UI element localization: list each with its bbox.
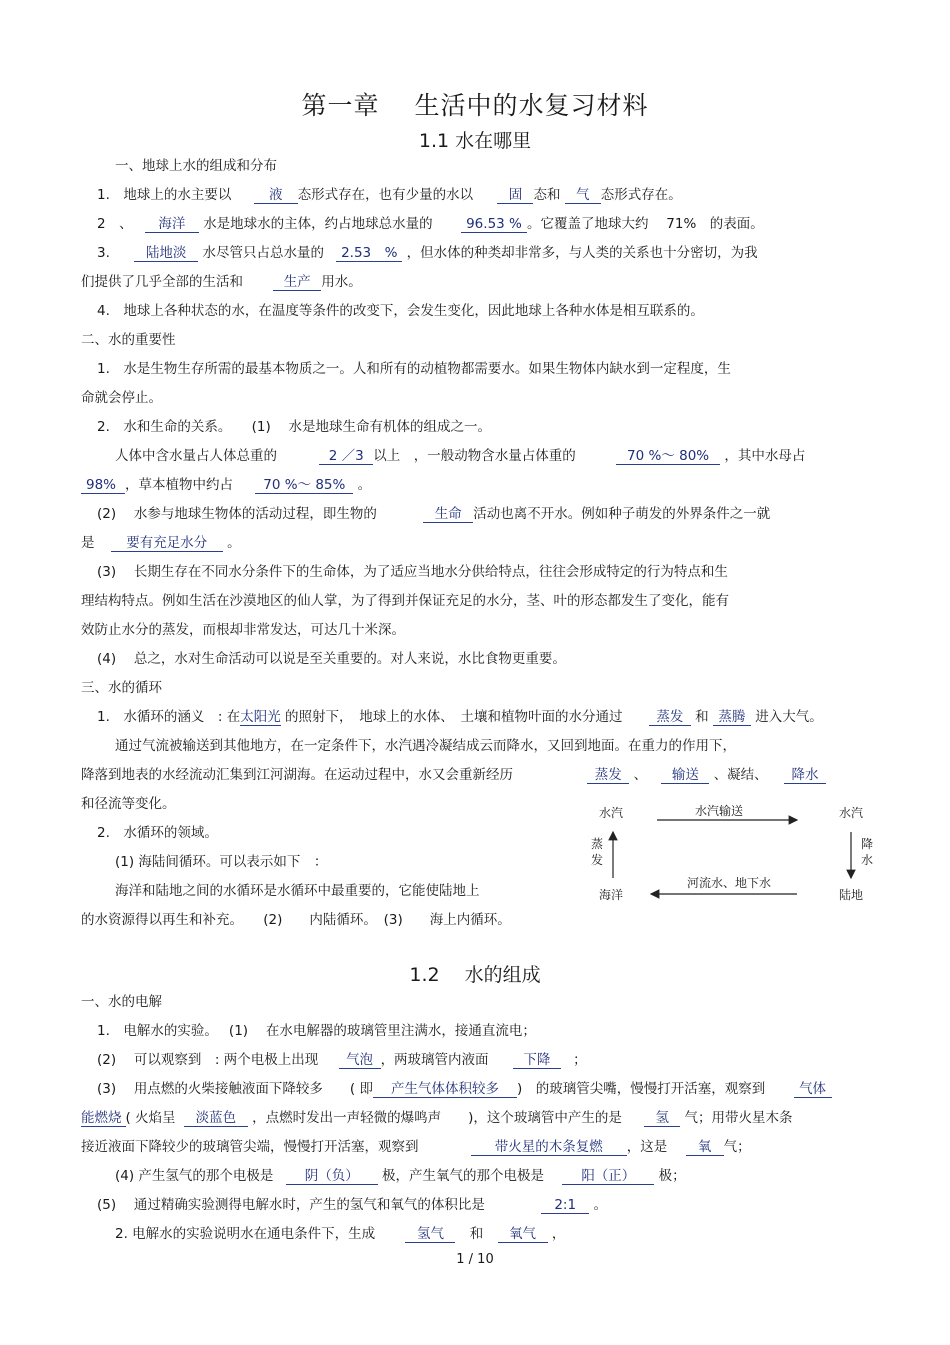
- blank-answer: 陆地淡: [134, 245, 198, 262]
- paragraph-7-cont: 98% ，草本植物中约占 70 %～ 85% 。: [81, 476, 371, 494]
- blank-answer: 生命: [423, 506, 473, 523]
- blank-answer: 蒸发: [587, 767, 629, 784]
- blank-answer: 阴（负）: [286, 1168, 378, 1185]
- diagram-runoff-label: 河流水、地下水: [687, 876, 772, 890]
- paragraph-1: 1. 地球上的水主要以 液 态形式存在，也有少量的水以 固 态和 气 态形式存在。: [97, 187, 682, 203]
- diagram-vapor-right: 水汽: [839, 806, 864, 820]
- blank-answer: 产生气体体积较多: [373, 1081, 517, 1098]
- paragraph-15: 1. 电解水的实验。 (1) 在水电解器的玻璃管里注满水，接通直流电；: [97, 1023, 536, 1039]
- paragraph-4: 4. 地球上各种状态的水，在温度等条件的改变下，会发生变化，因此地球上各种水体是相互联系的。: [97, 303, 704, 319]
- blank-answer: 70 %～ 85%: [255, 477, 353, 494]
- blank-answer: 输送: [661, 767, 709, 784]
- blank-answer: 2 ／3: [319, 448, 373, 465]
- blank-answer: 带火星的木条复燃: [471, 1139, 627, 1156]
- paragraph-17: (3) 用点燃的火柴接触液面下降较多 ( 即 产生气体体积较多 ) 的玻璃管尖嘴，慢慢打开活塞，观察到 气体: [97, 1080, 832, 1098]
- blank-answer: 淡蓝色: [184, 1110, 248, 1127]
- blank-answer: 阳（正）: [562, 1168, 654, 1185]
- blank-answer: 70 %～ 80%: [616, 448, 720, 465]
- heading-distribution: 一、地球上水的组成和分布: [115, 158, 277, 174]
- heading-electrolysis: 一、水的电解: [81, 994, 162, 1010]
- paragraph-5-cont: 命就会停止。: [81, 390, 162, 406]
- paragraph-14: 海洋和陆地之间的水循环是水循环中最重要的，它能使陆地上: [115, 883, 480, 899]
- paragraph-6: 2. 水和生命的关系。 (1) 水是地球生命有机体的组成之一。: [97, 419, 492, 435]
- diagram-land: 陆地: [839, 888, 864, 902]
- blank-answer: 气体: [794, 1081, 832, 1098]
- blank-answer: 蒸发: [649, 709, 691, 726]
- blank-answer: 下降: [513, 1052, 561, 1069]
- paragraph-3-cont: 们提供了几乎全部的生活和 生产 用水。: [81, 274, 362, 290]
- diagram-vapor-left: 水汽: [599, 806, 624, 820]
- paragraph-14-cont: 的水资源得以再生和补充。 (2) 内陆循环。 (3) 海上内循环。: [81, 912, 511, 928]
- heading-importance: 二、水的重要性: [81, 332, 176, 348]
- blank-answer: 液: [254, 187, 298, 204]
- heading-cycle: 三、水的循环: [81, 680, 162, 696]
- blank-answer: 降水: [784, 767, 826, 784]
- blank-answer: 氢: [644, 1110, 680, 1127]
- blank-answer: 气泡: [339, 1052, 381, 1069]
- blank-answer: 96.53 %: [461, 216, 527, 233]
- blank-answer: 氧气: [498, 1226, 548, 1243]
- section-title-1-1: 1.1 水在哪里: [418, 130, 532, 152]
- paragraph-18: (4) 产生氢气的那个电极是 阴（负） 极，产生氧气的那个电极是 阳（正） 极；: [115, 1168, 686, 1184]
- blank-answer: 2:1: [541, 1197, 589, 1214]
- blank-answer: 固: [497, 187, 533, 204]
- water-cycle-diagram: [585, 798, 885, 908]
- blank-answer: 98%: [81, 477, 125, 494]
- blank-answer: 氧: [686, 1139, 724, 1156]
- diagram-ocean: 海洋: [599, 888, 624, 902]
- chapter-title: 第一章 生活中的水复习材料: [301, 91, 649, 120]
- blank-answer: 气: [565, 187, 601, 204]
- blank-answer: 2.53 %: [336, 245, 402, 262]
- paragraph-9-cont2: 效防止水分的蒸发，而根却非常发达，可达几十米深。: [81, 622, 405, 638]
- paragraph-11: 1. 水循环的涵义 : 在太阳光 的照射下， 地球上的水体、 土壤和植物叶面的水分通过 蒸发 和 蒸腾 进入大气。: [97, 709, 823, 725]
- blank-answer: 太阳光: [240, 709, 281, 725]
- paragraph-11-cont3: 和径流等变化。: [81, 796, 176, 812]
- paragraph-13: (1) 海陆间循环。可以表示如下 ：: [115, 854, 328, 870]
- paragraph-2: 2 、 海洋 水是地球水的主体，约占地球总水量的 96.53 % 。它覆盖了地球大约 71% 的表面。: [97, 216, 764, 232]
- paragraph-8-cont: 是 要有充足水分 。: [81, 535, 241, 551]
- paragraph-3: 3. 陆地淡 水尽管只占总水量的 2.53 % ，但水体的种类却非常多，与人类的关系也十分密切，为我: [97, 245, 758, 261]
- paragraph-19: (5) 通过精确实验测得电解水时，产生的氢气和氧气的体积比是 2:1 。: [97, 1197, 608, 1213]
- blank-answer: 蒸腾: [713, 709, 751, 726]
- paragraph-10: (4) 总之，水对生命活动可以说是至关重要的。对人来说，水比食物更重要。: [97, 651, 566, 667]
- diagram-transport-label: 水汽输送: [695, 804, 744, 818]
- paragraph-8: (2) 水参与地球生物体的活动过程，即生物的 生命 活动也离不开水。例如种子萌发的外界条件之一就: [97, 506, 771, 522]
- paragraph-11-cont1: 通过气流被输送到其他地方，在一定条件下，水汽遇冷凝结成云而降水，又回到地面。在重力的作用下，: [115, 738, 736, 754]
- blank-answer: 氢气: [405, 1226, 455, 1243]
- blank-answer: 要有充足水分: [111, 535, 223, 552]
- paragraph-12: 2. 水循环的领域。: [97, 825, 218, 841]
- paragraph-9: (3) 长期生存在不同水分条件下的生命体，为了适应当地水分供给特点，往往会形成特定的行为特点和生: [97, 564, 728, 580]
- paragraph-7: 人体中含水量占人体总重的 2 ／3 以上 ，一般动物含水量占体重的 70 %～ 80% ，其中水母占: [115, 448, 806, 464]
- paragraph-9-cont1: 理结构特点。例如生活在沙漠地区的仙人掌，为了得到并保证充足的水分，茎、叶的形态都发生了变化，能有: [81, 593, 729, 609]
- diagram-precipitation-label: 降水: [861, 837, 874, 867]
- blank-answer: 生产: [273, 274, 321, 291]
- paragraph-5: 1. 水是生物生存所需的最基本物质之一。人和所有的动植物都需要水。如果生物体内缺水到一定程度，生: [97, 361, 731, 377]
- blank-answer: 海洋: [145, 216, 199, 233]
- paragraph-17-cont1: 能燃烧 ( 火焰呈 淡蓝色 ，点燃时发出一声轻微的爆鸣声 )，这个玻璃管中产生的是 氢 气；用带火星木条: [81, 1110, 793, 1126]
- section-title-1-2: 1.2 水的组成: [409, 964, 541, 986]
- paragraph-20: 2. 电解水的实验说明水在通电条件下，生成 氢气 和 氧气 ，: [115, 1226, 566, 1242]
- blank-answer: 能燃烧: [81, 1110, 126, 1127]
- diagram-evaporation-label: 蒸发: [591, 837, 604, 867]
- paragraph-11-cont2: 降落到地表的水经流动汇集到江河湖海。在运动过程中，水又会重新经历 蒸发 、 输送 、凝结、 降水: [81, 766, 826, 784]
- page-number: 1 / 10: [456, 1252, 494, 1267]
- paragraph-16: (2) 可以观察到 : 两个电极上出现 气泡 ，两玻璃管内液面 下降 ；: [97, 1052, 587, 1068]
- paragraph-17-cont2: 接近液面下降较少的玻璃管尖端，慢慢打开活塞，观察到 带火星的木条复燃 ，这是 氧 气；: [81, 1139, 751, 1155]
